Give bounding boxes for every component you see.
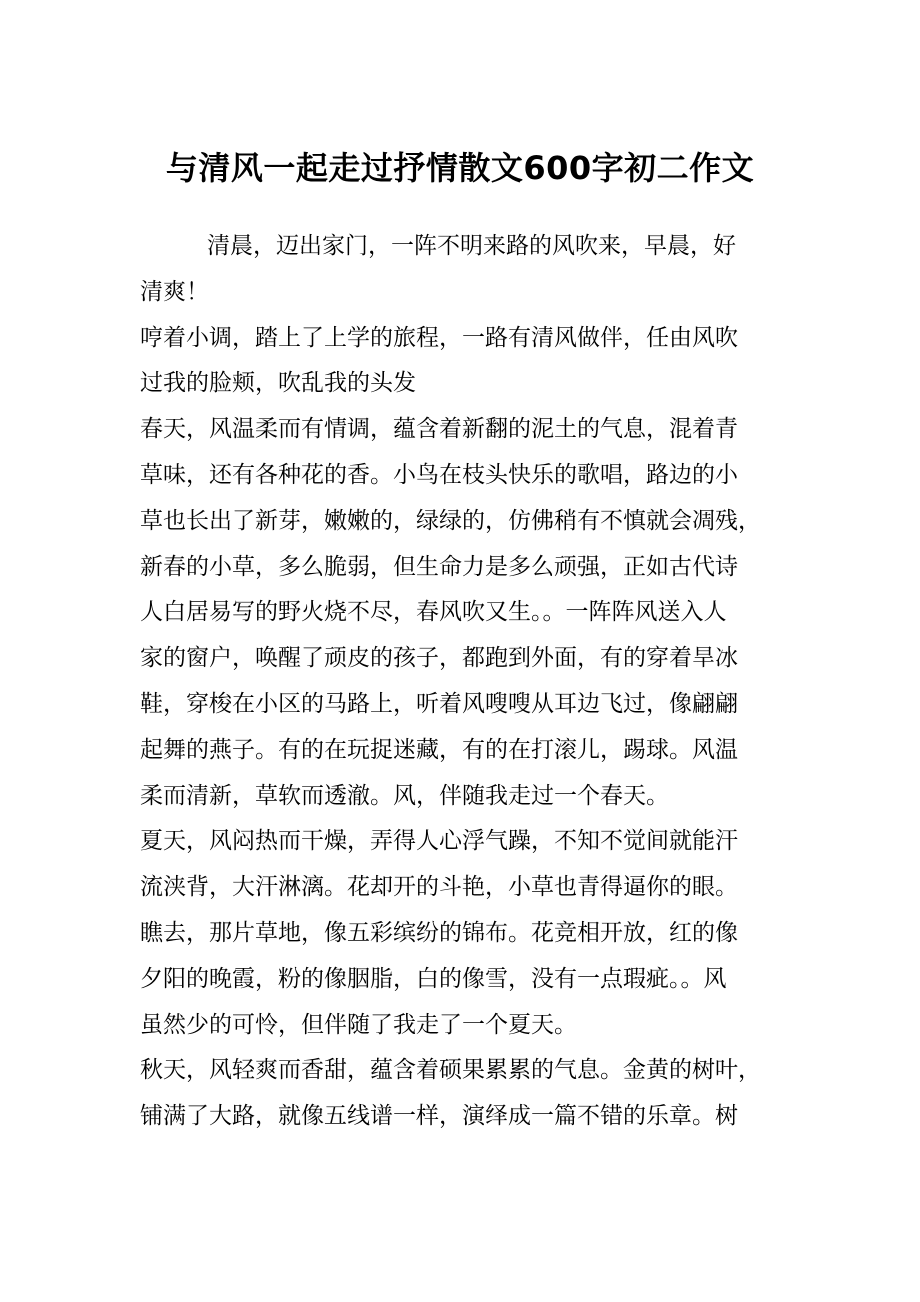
text-line: 秋天，风轻爽而香甜，蕴含着硕果累累的气息。金黄的树叶， bbox=[140, 1057, 761, 1084]
text-line: 虽然少的可怜，但伴随了我走了一个夏天。 bbox=[140, 1011, 577, 1038]
text-line: 草味，还有各种花的香。小鸟在枝头快乐的歌唱，路边的小 bbox=[140, 461, 738, 488]
text-line: 瞧去，那片草地，像五彩缤纷的锦布。花竞相开放，红的像 bbox=[140, 919, 738, 946]
text-line: 哼着小调，踏上了上学的旅程，一路有清风做伴，任由风吹 bbox=[140, 324, 738, 351]
text-line: 家的窗户，唤醒了顽皮的孩子，都跑到外面，有的穿着旱冰 bbox=[140, 645, 738, 672]
text-line: 夏天，风闷热而干燥，弄得人心浮气躁，不知不觉间就能汗 bbox=[140, 828, 738, 855]
text-line: 夕阳的晚霞，粉的像胭脂，白的像雪，没有一点瑕疵。。风 bbox=[140, 965, 727, 992]
text-line: 草也长出了新芽，嫩嫩的，绿绿的，仿佛稍有不慎就会凋残， bbox=[140, 507, 761, 534]
text-line: 清晨，迈出家门，一阵不明来路的风吹来，早晨，好 bbox=[207, 233, 736, 259]
text-line: 过我的脸颊，吹乱我的头发 bbox=[140, 370, 416, 397]
text-line: 清爽！ bbox=[140, 278, 209, 305]
text-line: 新春的小草，多么脆弱，但生命力是多么顽强，正如古代诗 bbox=[140, 553, 738, 580]
document-body bbox=[140, 224, 802, 1140]
text-line: 柔而清新，草软而透澈。风，伴随我走过一个春天。 bbox=[140, 782, 669, 809]
text-line: 春天，风温柔而有情调，蕴含着新翻的泥土的气息，混着青 bbox=[140, 416, 738, 443]
text-line: 人白居易写的野火烧不尽，春风吹又生。。一阵阵风送入人 bbox=[140, 599, 727, 626]
document-title: 与清风一起走过抒情散文600字初二作文 bbox=[165, 149, 755, 187]
text-line: 起舞的燕子。有的在玩捉迷藏，有的在打滚儿，踢球。风温 bbox=[140, 736, 738, 763]
text-line: 鞋，穿梭在小区的马路上，听着风嗖嗖从耳边飞过，像翩翩 bbox=[140, 690, 738, 717]
text-line: 流浃背，大汗淋漓。花却开的斗艳，小草也青得逼你的眼。 bbox=[140, 874, 738, 901]
text-line: 铺满了大路，就像五线谱一样，演绎成一篇不错的乐章。树 bbox=[140, 1103, 738, 1130]
